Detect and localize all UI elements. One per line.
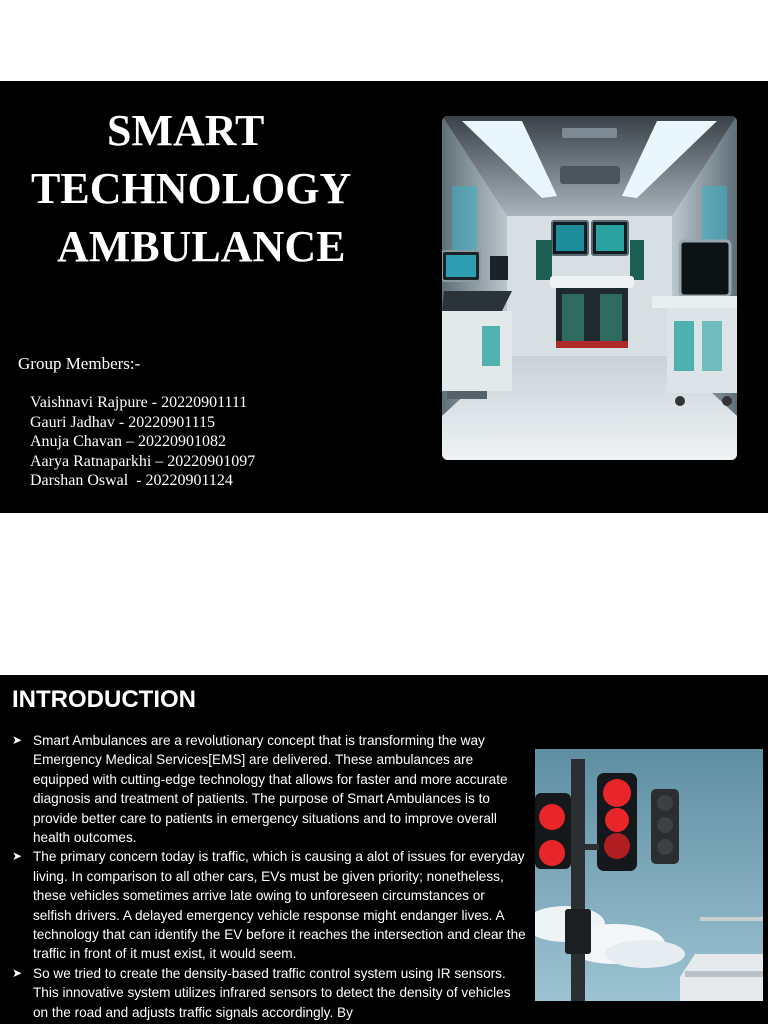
member-item: Anuja Chavan – 20220901082 — [30, 433, 226, 450]
arrow-bullet-icon: ➤ — [12, 849, 23, 864]
title-line-1: SMART — [107, 106, 265, 155]
introduction-heading: INTRODUCTION — [12, 686, 196, 713]
member-item: Gauri Jadhav - 20220901115 — [30, 413, 215, 431]
bullet-text: So we tried to create the density-based traffic control system using IR sensors. This innovative system utilizes infrared sensors to detect the density of vehicles on the road and adjusts traffic signals accordingly. By — [33, 965, 511, 1020]
bullet-text: The primary concern today is traffic, which is causing a alot of issues for everyday living. In comparison to all other cars, EVs must be given priority; nonetheless, these vehicles sometimes arrive late owing to unforeseen circumstances or selfish drivers. A delayed emergency vehicle response might endanger lives. A technology that can identify the EV before it reaches the intersection and clear the traffic in front of it must exist, it would seem. — [33, 849, 526, 962]
bullet-text: Smart Ambulances are a revolutionary concept that is transforming the way Emergency Medical Services[EMS] are delivered. These ambulances are equipped with cutting-edge technology that allows for faster and more accurate diagnosis and treatment of patients. The purpose of Smart Ambulances is to provide better care to patients in emergency situations and to improve overall health outcomes. — [33, 733, 508, 846]
bullet-item — [12, 731, 527, 847]
group-members-heading: Group Members:- — [18, 354, 141, 373]
member-item: Vaishnavi Rajpure - 20220901111 — [30, 394, 248, 411]
arrow-bullet-icon: ➤ — [12, 965, 23, 980]
traffic-light-image — [535, 749, 763, 1001]
title-line-3: AMBULANCE — [57, 222, 346, 271]
title-line-2: TECHNOLOGY — [31, 164, 352, 213]
ambulance-interior-image — [442, 116, 737, 460]
group-members-list — [30, 393, 255, 491]
member-item: Aarya Ratnaparkhi – 20220901097 — [30, 452, 256, 470]
title-slide — [0, 81, 768, 513]
bullet-item — [12, 847, 527, 963]
introduction-slide — [0, 675, 768, 1024]
arrow-bullet-icon: ➤ — [12, 733, 23, 747]
bullet-item — [12, 964, 527, 1022]
member-item: Darshan Oswal - 20220901124 — [30, 472, 233, 489]
introduction-bullets — [12, 731, 527, 1022]
